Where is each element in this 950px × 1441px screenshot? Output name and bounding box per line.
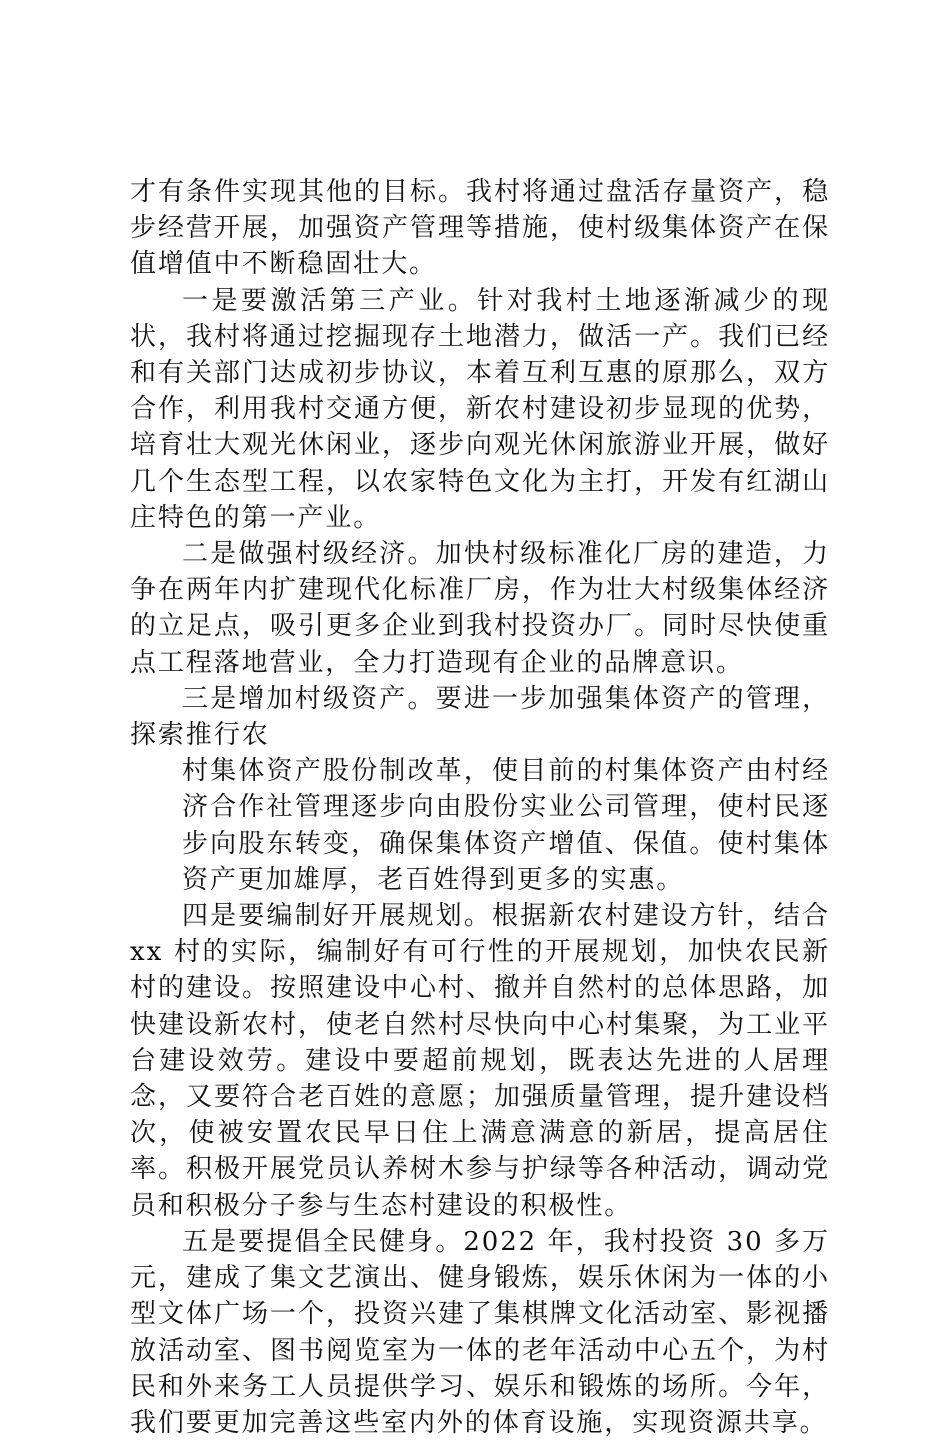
paragraph-development-plan: 四是要编制好开展规划。根据新农村建设方针，结合 xx 村的实际，编制好有可行性的开展规划，加快农民新村的建设。按照建设中心村、撤并自然村的总体思路，加快建设新农村，使老自然村尽快向中心村集聚，为工业平台建设效劳。建设中要超前规划，既表达先进的人居理念，又要符合老百姓的意愿；加强质量管理，提升建设档次，使被安置农民早日住上满意满意的新居，提高居住率。积极开展党员认养树木参与护绿等各种活动，调动党员和积极分子参与生态村建设的积极性。: [130, 901, 830, 1221]
document-body: [130, 174, 830, 1441]
paragraph-intro-continued: 才有条件实现其他的目标。我村将通过盘活存量资产，稳步经营开展，加强资产管理等措施，使村级集体资产在保值增值中不断稳固壮大。: [130, 177, 830, 280]
paragraph-shareholding-reform: 村集体资产股份制改革，使目前的村集体资产由村经济合作社管理逐步向由股份实业公司管理，使村民逐步向股东转变，确保集体资产增值、保值。使村集体资产更加雄厚，老百姓得到更多的实惠。: [182, 756, 830, 895]
paragraph-village-assets: 三是增加村级资产。要进一步加强集体资产的管理，探索推行农: [130, 683, 830, 751]
paragraph-village-economy: 二是做强村级经济。加快村级标准化厂房的建造，力争在两年内扩建现代化标准厂房，作为壮大村级集体经济的立足点，吸引更多企业到我村投资办厂。同时尽快使重点工程落地营业，全力打造现有企业的品牌意识。: [130, 539, 830, 678]
paragraph-tertiary-industry: 一是要激活第三产业。针对我村土地逐渐减少的现状，我村将通过挖掘现存土地潜力，做活一产。我们已经和有关部门达成初步协议，本着互利互惠的原那么，双方合作，利用我村交通方便，新农村建设初步显现的优势，培育壮大观光休闲业，逐步向观光休闲旅游业开展，做好几个生态型工程，以农家特色文化为主打，开发有红湖山庄特色的第一产业。: [130, 285, 830, 533]
paragraph-fitness: 五是要提倡全民健身。2022 年，我村投资 30 多万元，建成了集文艺演出、健身锻炼，娱乐休闲为一体的小型文体广场一个，投资兴建了集棋牌文化活动室、影视播放活动室、图书阅览室为一体的老年活动中心五个，为村民和外来务工人员提供学习、娱乐和锻炼的场所。今年，我们要更加完善这些室内外的体育设施，实现资源共享。: [130, 1226, 830, 1438]
